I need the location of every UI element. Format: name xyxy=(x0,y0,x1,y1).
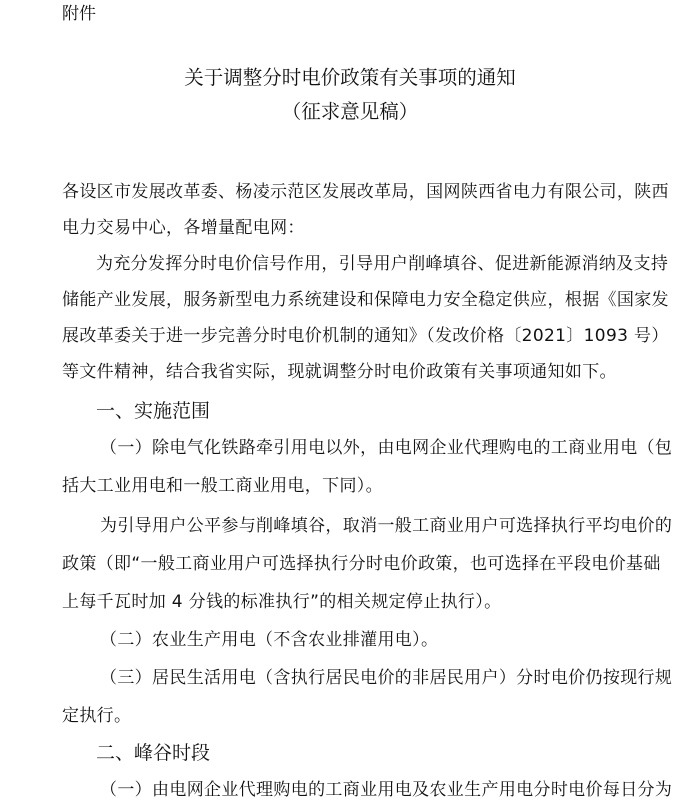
scope-paragraph-line-1: 为引导用户公平参与削峰填谷，取消一般工商业用户可选择执行平均电价的 xyxy=(100,516,673,536)
intro-line-2: 储能产业发展，服务新型电力系统建设和保障电力安全稳定供应，根据《国家发 xyxy=(62,290,669,310)
addressee-line-2: 电力交易中心，各增量配电网： xyxy=(62,218,305,238)
intro-line-1: 为充分发挥分时电价信号作用，引导用户削峰填谷、促进新能源消纳及支持 xyxy=(96,254,669,274)
attachment-label: 附件 xyxy=(62,4,96,24)
intro-line-3: 展改革委关于进一步完善分时电价机制的通知》（发改价格〔2021〕1093 号） xyxy=(62,326,669,346)
scope-item-3-line-2: 定执行。 xyxy=(62,706,132,726)
section-heading-scope: 一、实施范围 xyxy=(96,400,211,422)
document-subtitle: （征求意见稿） xyxy=(281,100,419,123)
section-heading-peak-valley: 二、峰谷时段 xyxy=(96,742,211,764)
scope-item-3-line-1: （三）居民生活用电（含执行居民电价的非居民用户）分时电价仍按现行规 xyxy=(100,668,673,688)
scope-item-1-line-2: 括大工业用电和一般工商业用电，下同）。 xyxy=(62,476,383,496)
addressee-line-1: 各设区市发展改革委、杨凌示范区发展改革局，国网陕西省电力有限公司，陕西 xyxy=(62,182,669,202)
peak-valley-item-1-line-1: （一）由电网企业代理购电的工商业用电及农业生产用电分时电价每日分为 xyxy=(100,780,673,800)
scope-item-2: （二）农业生产用电（不含农业排灌用电）。 xyxy=(100,630,439,650)
document-title: 关于调整分时电价政策有关事项的通知 xyxy=(184,66,516,89)
intro-line-4: 等文件精神，结合我省实际，现就调整分时电价政策有关事项通知如下。 xyxy=(62,362,617,382)
scope-item-1-line-1: （一）除电气化铁路牵引用电以外，由电网企业代理购电的工商业用电（包 xyxy=(100,438,673,458)
scope-paragraph-line-3: 上每千瓦时加 4 分钱的标准执行”的相关规定停止执行）。 xyxy=(62,592,502,612)
scope-paragraph-line-2: 政策（即“一般工商业用户可选择执行分时电价政策，也可选择在平段电价基础 xyxy=(62,554,661,574)
